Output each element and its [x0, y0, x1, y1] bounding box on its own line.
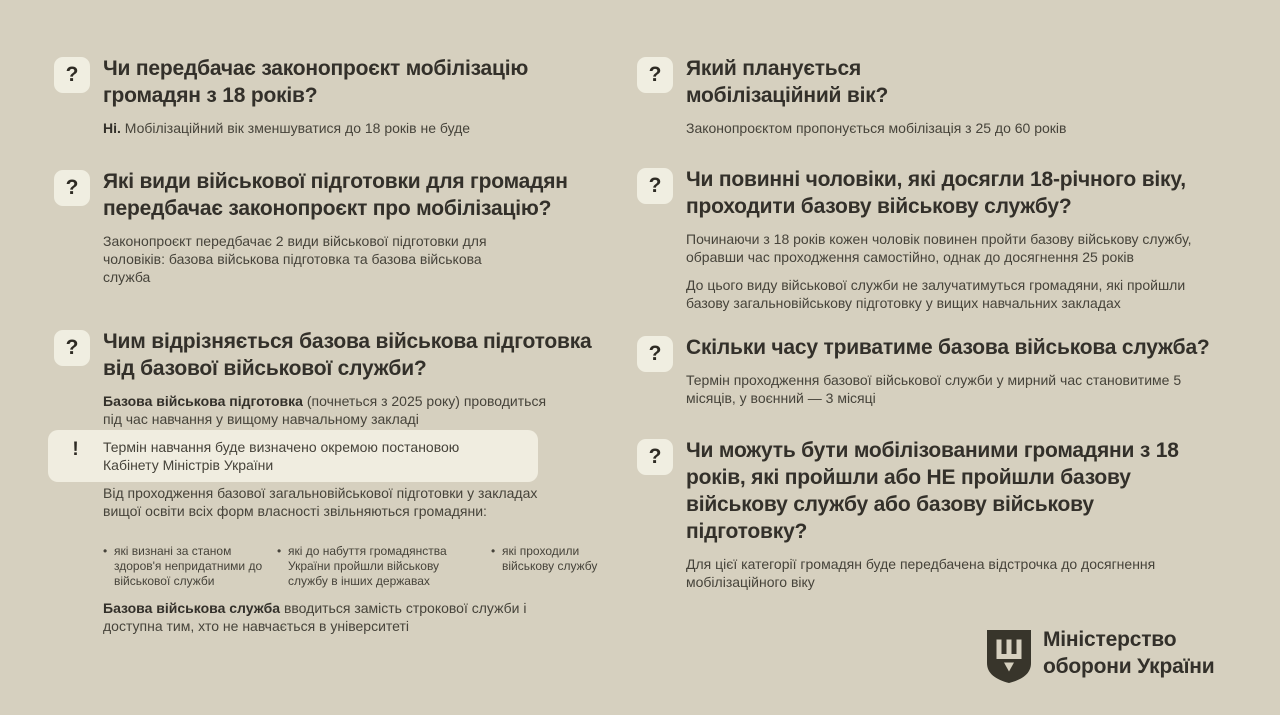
note-box: [48, 430, 538, 482]
answer-text: [103, 119, 578, 137]
trident-shield-icon: [986, 629, 1032, 684]
qa-block-right-3: [637, 334, 1210, 407]
answer-rest: (почнеться з 2025 року) проводиться під час навчання у вищому навчальному закладі: [103, 393, 547, 427]
answer-text: Для цієї категорії громадян буде передбачена відстрочка до досягнення мобілізаційного віку: [686, 556, 1156, 590]
answer-text: Законопроєктом пропонується мобілізація з 25 до 60 років: [686, 120, 1067, 136]
question-mark-icon: ?: [637, 57, 673, 93]
answer-text: Законопроєкт передбачає 2 види військової підготовки для чоловіків: базова військова підготовка та базова військова служба: [103, 233, 487, 285]
qa-block-left-2: [54, 168, 608, 286]
question-text: Які види військової підготовки для громадян передбачає законопроєкт про мобілізацію?: [103, 170, 568, 220]
answer-rest: Мобілізаційний вік зменшуватися до 18 років не буде: [120, 120, 471, 136]
answer-text: Починаючи з 18 років кожен чоловік повинен пройти базову військову службу, обравши час проходження самостійно, однак до досягнення 25 років: [686, 231, 1192, 265]
answer-lead: Базова військова підготовка: [103, 393, 303, 409]
qa-block-left-1: [54, 55, 588, 137]
service-note: [103, 599, 573, 635]
ministry-name-line1: Міністерство: [1043, 628, 1177, 651]
qa-block-left-3: [54, 328, 608, 428]
question-mark-icon: ?: [54, 170, 90, 206]
list-item: [491, 544, 611, 589]
question-mark-icon: ?: [54, 330, 90, 366]
ministry-name-line2: оборони України: [1043, 655, 1215, 678]
question-text: Чи повинні чоловіки, які досягли 18-річного віку, проходити базову військову службу?: [686, 168, 1186, 218]
answer-text: [103, 392, 558, 428]
qa-block-right-2: [637, 166, 1246, 312]
list-item-text: які визнані за станом здоров'я непридатними до військової служби: [114, 544, 263, 588]
question-text: Який планується мобілізаційний вік?: [686, 57, 889, 107]
answer-text: До цього виду військової служби не залучатимуться громадяни, які пройшли базову загальновійськову підготовку у вищих навчальних закладах: [686, 277, 1186, 311]
question-text: Чи передбачає законопроєкт мобілізацію громадян з 18 років?: [103, 57, 529, 107]
question-text: Скільки часу триватиме базова військова служба?: [686, 336, 1210, 359]
question-mark-icon: ?: [637, 168, 673, 204]
bottom-strip: [0, 715, 1280, 720]
ministry-name: [1043, 626, 1215, 680]
qa-block-right-4: [637, 437, 1206, 591]
list-item: [103, 544, 263, 589]
exemption-list: [103, 544, 611, 589]
qa-block-right-1: [637, 55, 1066, 137]
question-text: Чим відрізняється базова військова підготовка від базової військової служби?: [103, 330, 592, 380]
question-text: Чи можуть бути мобілізованими громадяни з 18 років, які пройшли або НЕ пройшли базову військову службу або базову військову підготовку?: [686, 439, 1179, 543]
exemption-intro: Від проходження базової загальновійськової підготовки у закладах вищої освіти всіх форм власності звільняються громадяни:: [103, 485, 538, 519]
list-item: [277, 544, 477, 589]
note-text: Термін навчання буде визначено окремою постановою Кабінету Міністрів України: [103, 439, 460, 473]
question-mark-icon: ?: [637, 336, 673, 372]
service-note-lead: Базова військова служба: [103, 600, 281, 616]
question-mark-icon: ?: [637, 439, 673, 475]
answer-text: Термін проходження базової військової служби у мирний час становитиме 5 місяців, у воєнний — 3 місяці: [686, 372, 1182, 406]
list-item-text: які проходили військову службу: [502, 544, 598, 573]
list-item-text: які до набуття громадянства України пройшли військову службу в інших державах: [288, 544, 447, 588]
exclamation-icon: !: [72, 439, 79, 460]
mod-ukraine-logo: [986, 626, 1215, 684]
answer-lead: Ні.: [103, 120, 121, 136]
question-mark-icon: ?: [54, 57, 90, 93]
service-note-rest: вводиться замість строкової служби і доступна тим, хто не навчається в університеті: [103, 600, 527, 634]
